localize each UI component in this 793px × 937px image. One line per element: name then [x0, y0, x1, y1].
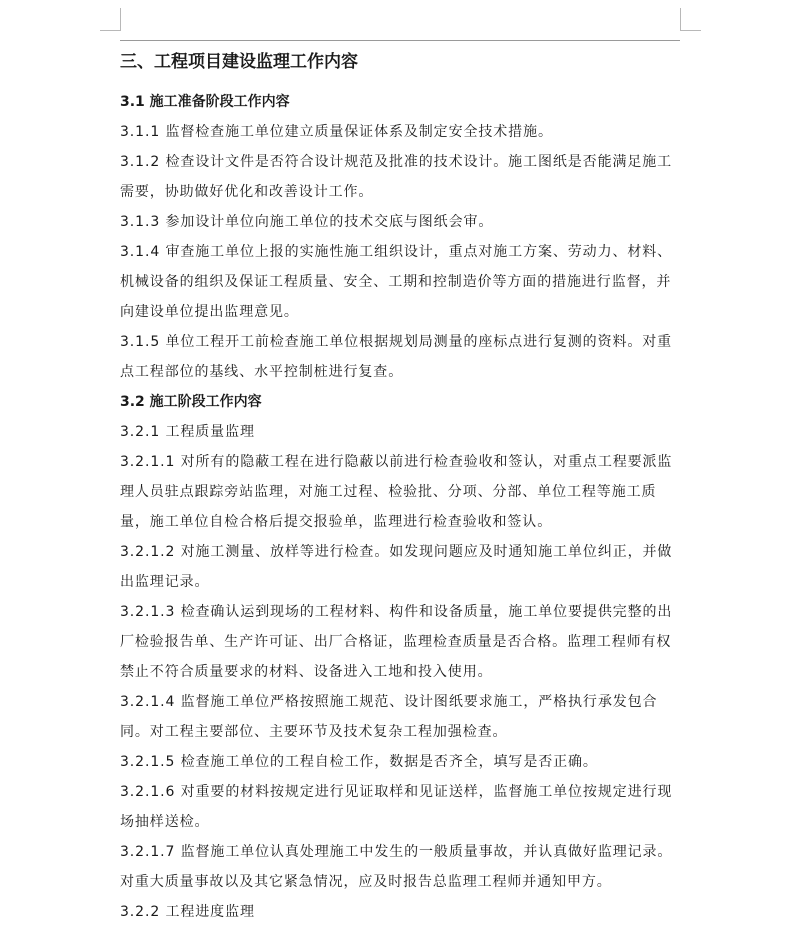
paragraph: 3.2.1 工程质量监理 [120, 424, 255, 440]
section-3-1 [120, 87, 685, 387]
section-heading: 3.1 施工准备阶段工作内容 [120, 94, 290, 110]
paragraph: 3.2.1.4 监督施工单位严格按照施工规范、设计图纸要求施工，严格执行承发包合同。对工程主要部位、主要环节及技术复杂工程加强检查。 [120, 694, 658, 740]
paragraph: 3.1.3 参加设计单位向施工单位的技术交底与图纸会审。 [120, 214, 494, 230]
paragraph: 3.2.1.5 检查施工单位的工程自检工作，数据是否齐全，填写是否正确。 [120, 754, 598, 770]
document-title: 三、工程项目建设监理工作内容 [120, 52, 358, 72]
paragraph: 3.2.2 工程进度监理 [120, 904, 255, 920]
paragraph: 3.1.2 检查设计文件是否符合设计规范及批准的技术设计。施工图纸是否能满足施工需要，协助做好优化和改善设计工作。 [120, 154, 673, 200]
paragraph: 3.1.4 审查施工单位上报的实施性施工组织设计，重点对施工方案、劳动力、材料、机械设备的组织及保证工程质量、安全、工期和控制造价等方面的措施进行监督，并向建设单位提出监理意见。 [120, 244, 673, 320]
header-rule [120, 40, 680, 41]
paragraph: 3.1.5 单位工程开工前检查施工单位根据规划局测量的座标点进行复测的资料。对重点工程部位的基线、水平控制桩进行复查。 [120, 334, 673, 380]
document-body [120, 46, 685, 927]
section-3-2 [120, 387, 685, 927]
paragraph: 3.2.1.1 对所有的隐蔽工程在进行隐蔽以前进行检查验收和签认，对重点工程要派监理人员驻点跟踪旁站监理，对施工过程、检验批、分项、分部、单位工程等施工质量，施工单位自检合格后提交报验单，监理进行检查验收和签认。 [120, 454, 673, 530]
margin-corner-mark-left [100, 8, 121, 31]
paragraph: 3.2.1.3 检查确认运到现场的工程材料、构件和设备质量，施工单位要提供完整的出厂检验报告单、生产许可证、出厂合格证，监理检查质量是否合格。监理工程师有权禁止不符合质量要求的材料、设备进入工地和投入使用。 [120, 604, 673, 680]
paragraph: 3.2.1.6 对重要的材料按规定进行见证取样和见证送样，监督施工单位按规定进行现场抽样送检。 [120, 784, 673, 830]
paragraph: 3.2.1.7 监督施工单位认真处理施工中发生的一般质量事故，并认真做好监理记录。对重大质量事故以及其它紧急情况，应及时报告总监理工程师并通知甲方。 [120, 844, 673, 890]
section-heading: 3.2 施工阶段工作内容 [120, 394, 262, 410]
paragraph: 3.2.1.2 对施工测量、放样等进行检查。如发现问题应及时通知施工单位纠正，并做出监理记录。 [120, 544, 673, 590]
paragraph: 3.1.1 监督检查施工单位建立质量保证体系及制定安全技术措施。 [120, 124, 553, 140]
margin-corner-mark-right [680, 8, 701, 31]
